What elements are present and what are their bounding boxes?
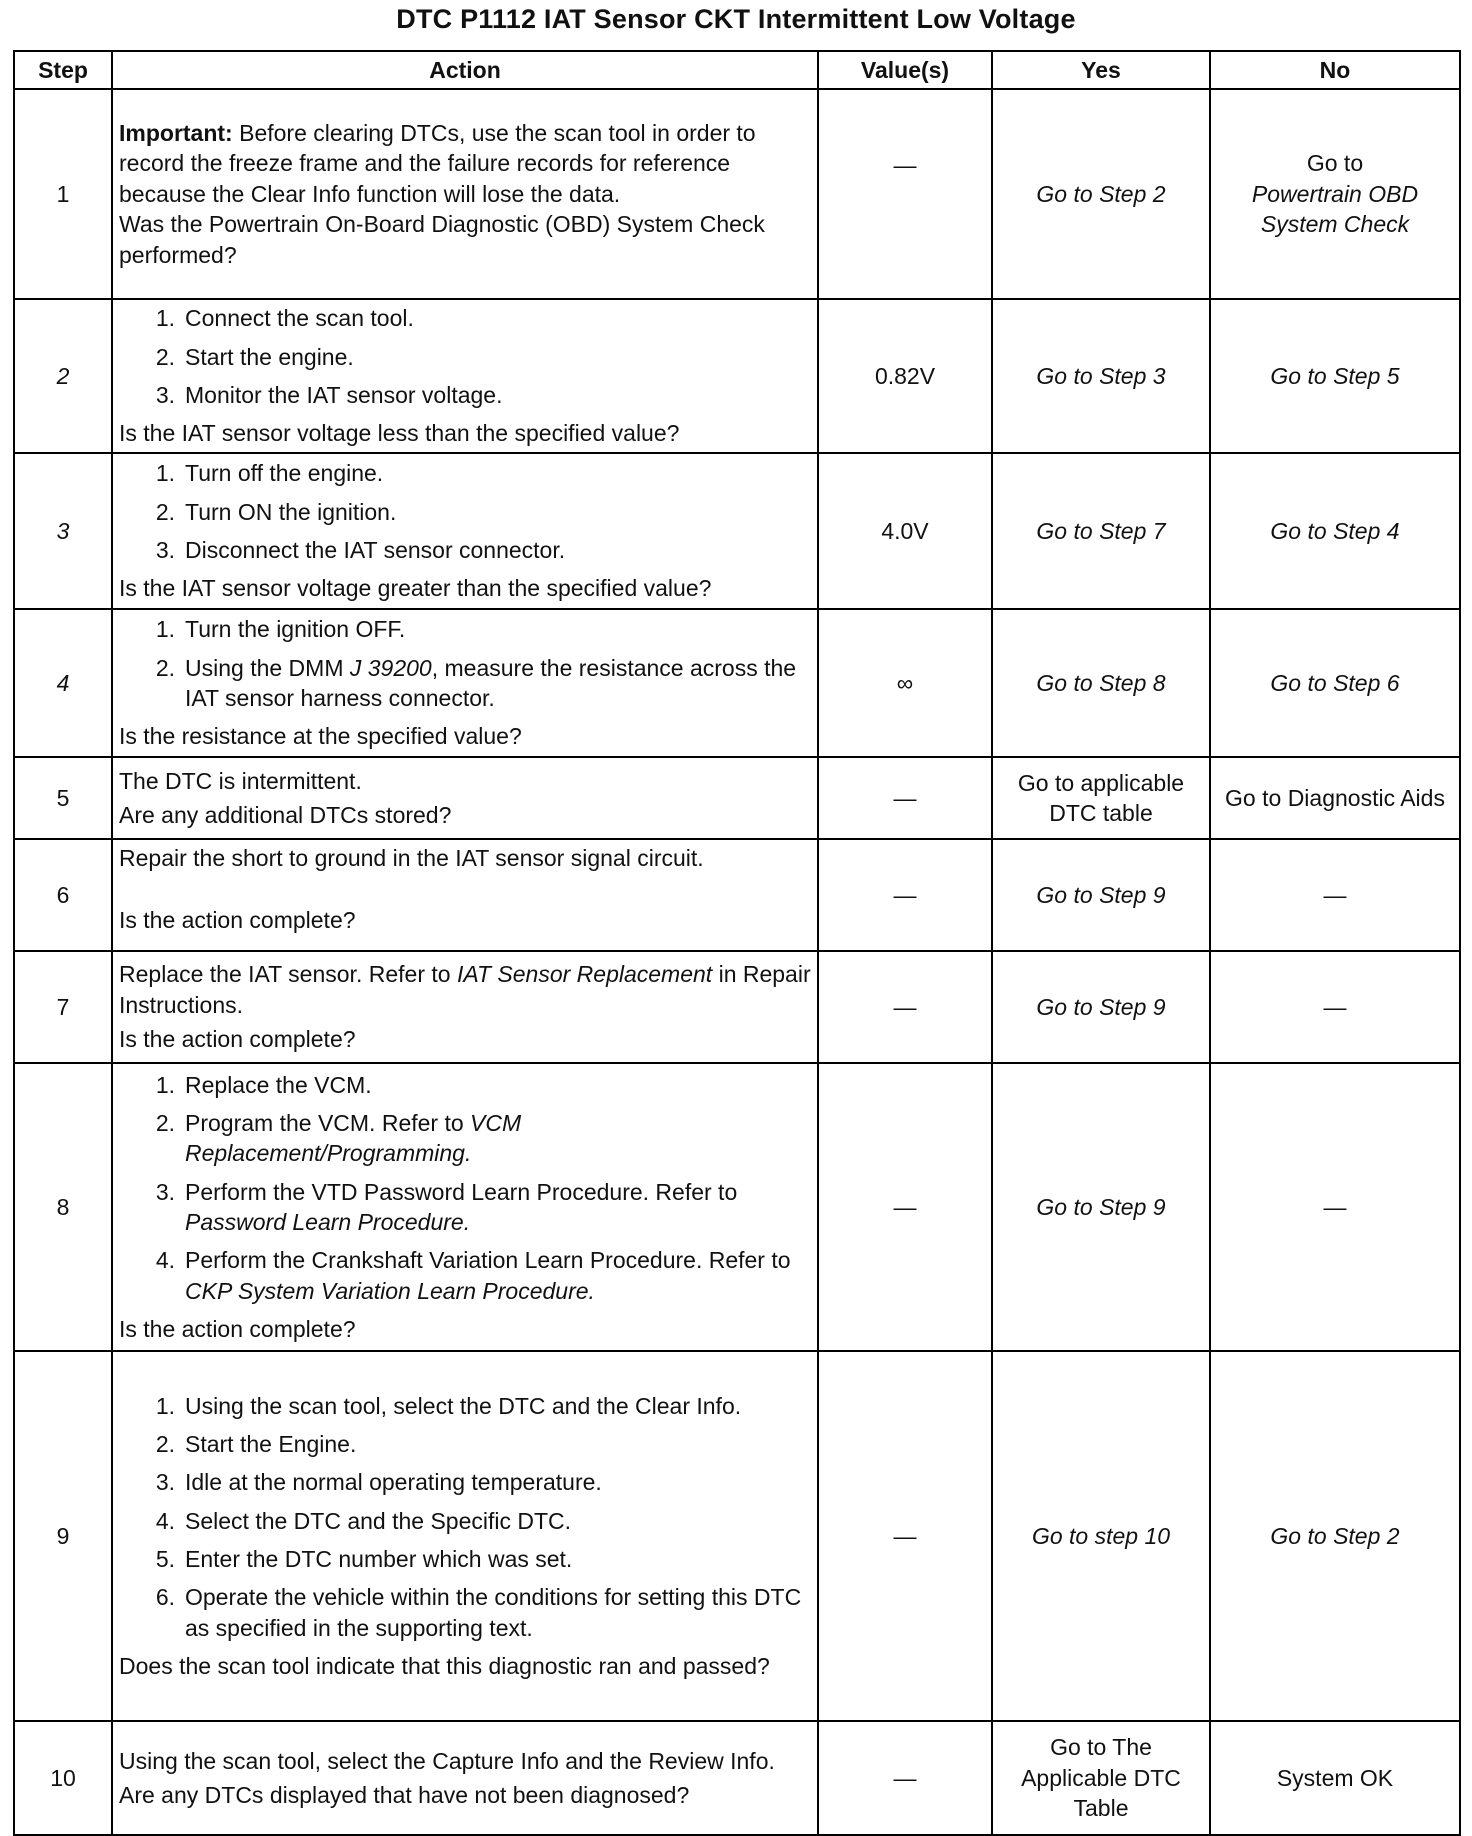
step-number: 6: [14, 839, 112, 951]
table-row-step-8: [14, 1063, 1460, 1351]
action-question: Is the action complete?: [119, 1316, 356, 1343]
list-item: 3. Monitor the IAT sensor voltage.: [155, 382, 503, 408]
table-header-row: [14, 51, 1460, 89]
table-row-step-7: [14, 951, 1460, 1063]
list-item: 1. Connect the scan tool.: [155, 305, 414, 332]
table-row-step-1: [14, 89, 1460, 299]
header-no: No: [1210, 51, 1460, 89]
important-label: Important:: [119, 120, 233, 147]
value-cell: —: [818, 951, 992, 1063]
table-row-step-10: [14, 1721, 1460, 1835]
value-cell: —: [818, 757, 992, 839]
action-question: Are any additional DTCs stored?: [119, 802, 452, 828]
action-list: [119, 614, 811, 713]
action-question: Does the scan tool indicate that this diagnostic ran and passed?: [119, 1653, 770, 1680]
action-cell: [112, 453, 818, 609]
action-question: Is the IAT sensor voltage less than the specified value?: [119, 420, 680, 447]
action-question: Is the IAT sensor voltage greater than the specified value?: [119, 575, 712, 602]
action-list: [119, 1070, 811, 1307]
value-cell: 4.0V: [818, 453, 992, 609]
value-cell: —: [818, 89, 992, 299]
action-question: Was the Powertrain On-Board Diagnostic (OBD) System Check performed?: [119, 211, 765, 268]
value-cell: —: [818, 1063, 992, 1351]
important-text: Before clearing DTCs, use the scan tool in order to record the freeze frame and the failure records for reference because the Clear Info function will lose the data.: [119, 120, 756, 207]
yes-cell: Go to Step 8: [992, 609, 1210, 757]
table-row-step-5: [14, 757, 1460, 839]
list-item: 1. Replace the VCM.: [155, 1071, 372, 1098]
list-item: 5. Enter the DTC number which was set.: [155, 1546, 573, 1572]
action-question: Is the action complete?: [119, 1026, 356, 1053]
step-number: 1: [14, 89, 112, 299]
action-list: [119, 303, 811, 410]
header-action: Action: [112, 51, 818, 89]
action-cell: [112, 1351, 818, 1721]
action-cell: [112, 1721, 818, 1835]
value-cell: ∞: [818, 609, 992, 757]
action-text: Using the scan tool, select the Capture Info and the Review Info.: [119, 1747, 775, 1774]
step-number: 5: [14, 757, 112, 839]
action-question: Is the action complete?: [119, 907, 356, 934]
value-cell: 0.82V: [818, 299, 992, 453]
step-number: 3: [14, 453, 112, 609]
value-cell: —: [818, 1721, 992, 1835]
yes-cell: Go to step 10: [992, 1351, 1210, 1721]
step-number: 9: [14, 1351, 112, 1721]
list-item: 2. Using the DMM J 39200, measure the resistance across the IAT sensor harness connector.: [155, 654, 797, 711]
action-cell: [112, 757, 818, 839]
list-item: 4. Perform the Crankshaft Variation Learn Procedure. Refer to CKP System Variation Learn Procedure.: [155, 1247, 791, 1304]
important-note: [119, 118, 811, 209]
no-go-to: Go to: [1306, 150, 1364, 177]
no-cell: Go to Step 4: [1210, 453, 1460, 609]
yes-cell: Go to Step 9: [992, 1063, 1210, 1351]
yes-cell: Go to Step 9: [992, 839, 1210, 951]
action-cell: [112, 951, 818, 1063]
tool-reference: J 39200: [349, 654, 432, 681]
list-item: 2. Turn ON the ignition.: [155, 498, 397, 525]
action-list: [119, 458, 811, 565]
action-cell: [112, 839, 818, 951]
list-item: 6. Operate the vehicle within the conditions for setting this DTC as specified in the supporting text.: [155, 1584, 802, 1641]
list-item: 3. Disconnect the IAT sensor connector.: [155, 537, 566, 563]
yes-cell: Go to Step 9: [992, 951, 1210, 1063]
no-cell: System OK: [1210, 1721, 1460, 1835]
yes-cell: Go to Step 3: [992, 299, 1210, 453]
list-item: 2. Start the Engine.: [155, 1430, 357, 1457]
action-cell: [112, 89, 818, 299]
value-cell: —: [818, 839, 992, 951]
no-cell: Go to Step 5: [1210, 299, 1460, 453]
step-number: 2: [14, 299, 112, 453]
table-row-step-9: [14, 1351, 1460, 1721]
action-text: Replace the IAT sensor. Refer to IAT Sensor Replacement in Repair Instructions.: [119, 961, 811, 1018]
page-title: DTC P1112 IAT Sensor CKT Intermittent Low Voltage: [396, 4, 1076, 34]
value-cell: —: [818, 1351, 992, 1721]
list-item: 4. Select the DTC and the Specific DTC.: [155, 1507, 572, 1534]
action-cell: [112, 609, 818, 757]
header-values: Value(s): [818, 51, 992, 89]
table-row-step-6: [14, 839, 1460, 951]
yes-cell: Go to The Applicable DTC Table: [992, 1721, 1210, 1835]
diagnostic-table: [13, 50, 1461, 1836]
list-item: 2. Program the VCM. Refer to VCM Replacement/Programming.: [155, 1109, 522, 1167]
step-number: 7: [14, 951, 112, 1063]
action-cell: [112, 1063, 818, 1351]
step-number: 4: [14, 609, 112, 757]
list-item: 1. Turn the ignition OFF.: [155, 616, 406, 643]
no-cell: —: [1210, 1063, 1460, 1351]
action-question: Are any DTCs displayed that have not been diagnosed?: [119, 1782, 690, 1808]
step-number: 8: [14, 1063, 112, 1351]
header-yes: Yes: [992, 51, 1210, 89]
no-cell: —: [1210, 951, 1460, 1063]
list-item: 3. Perform the VTD Password Learn Procedure. Refer to Password Learn Procedure.: [155, 1178, 738, 1235]
yes-cell: Go to Step 2: [992, 89, 1210, 299]
yes-cell: Go to Step 7: [992, 453, 1210, 609]
no-cell: [1210, 89, 1460, 299]
list-item: 2. Start the engine.: [155, 343, 354, 370]
doc-reference: IAT Sensor Replacement: [456, 961, 713, 988]
action-question: Is the resistance at the specified value?: [119, 723, 522, 750]
list-item: 3. Idle at the normal operating temperature.: [155, 1469, 602, 1496]
action-text: The DTC is intermittent.: [119, 767, 362, 794]
table-row-step-4: [14, 609, 1460, 757]
list-item: 1. Turn off the engine.: [155, 460, 384, 487]
no-cell: —: [1210, 839, 1460, 951]
action-list: [119, 1391, 811, 1644]
step-number: 10: [14, 1721, 112, 1835]
table-row-step-3: [14, 453, 1460, 609]
no-cell: Go to Step 6: [1210, 609, 1460, 757]
action-cell: [112, 299, 818, 453]
action-text: Repair the short to ground in the IAT sensor signal circuit.: [119, 845, 704, 871]
yes-cell: Go to applicable DTC table: [992, 757, 1210, 839]
no-cell: Go to Diagnostic Aids: [1210, 757, 1460, 839]
no-cell: Go to Step 2: [1210, 1351, 1460, 1721]
table-row-step-2: [14, 299, 1460, 453]
list-item: 1. Using the scan tool, select the DTC and the Clear Info.: [155, 1392, 742, 1419]
header-step: Step: [14, 51, 112, 89]
no-reference: Powertrain OBD System Check: [1251, 180, 1419, 238]
